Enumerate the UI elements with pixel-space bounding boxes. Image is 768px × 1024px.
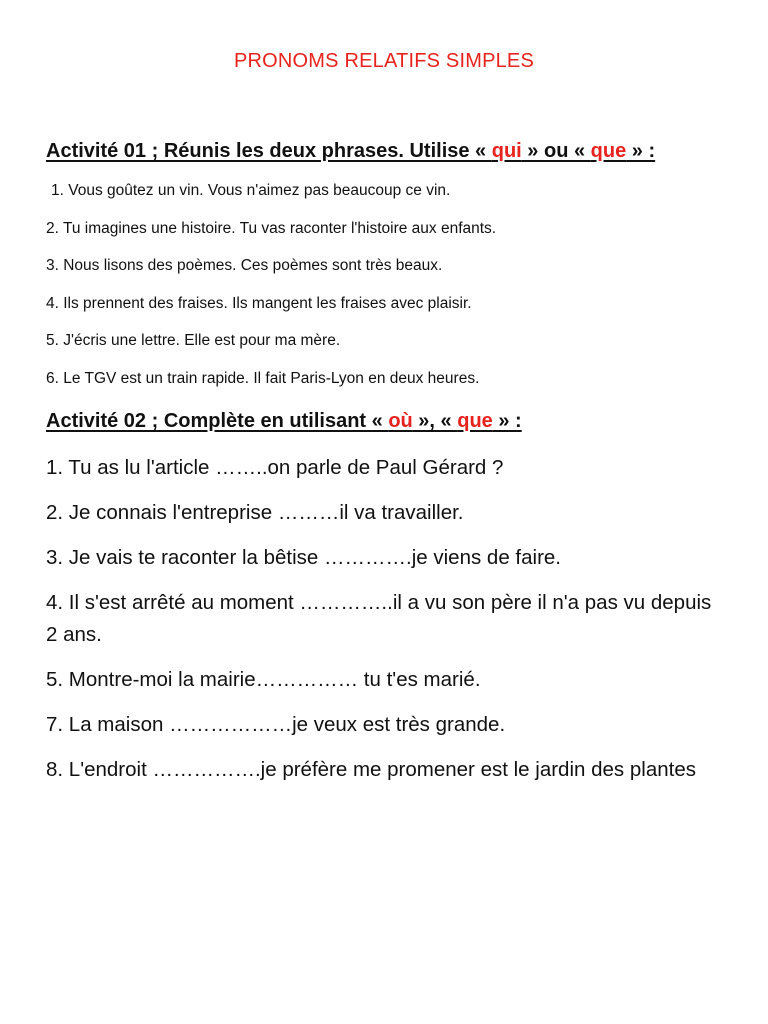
activity-1-heading	[46, 140, 655, 163]
activity-1-heading-suffix: » :	[626, 140, 656, 162]
activity-1-keyword-qui: qui	[491, 140, 522, 162]
activity-2-keyword-que: que	[457, 410, 493, 432]
list-item: 5. J'écris une lettre. Elle est pour ma mère.	[46, 332, 341, 349]
list-item: 3. Je vais te raconter la bêtise ………….je viens de faire.	[46, 546, 562, 569]
list-item: 5. Montre-moi la mairie…………… tu t'es marié.	[46, 668, 481, 691]
activity-1-list	[46, 180, 496, 405]
activity-1-keyword-que: que	[590, 140, 627, 162]
list-item: 2. Tu imagines une histoire. Tu vas raconter l'histoire aux enfants.	[46, 219, 497, 237]
activity-2-heading-suffix: » :	[492, 410, 522, 432]
activity-1-heading-prefix: Activité 01 ; Réunis les deux phrases. Utilise «	[46, 140, 492, 162]
page-title: PRONOMS RELATIFS SIMPLES	[233, 50, 535, 72]
activity-2-list	[46, 452, 726, 799]
activity-1-heading-mid: » ou «	[521, 140, 591, 162]
list-item: 3. Nous lisons des poèmes. Ces poèmes sont très beaux.	[46, 257, 443, 274]
list-item: 6. Le TGV est un train rapide. Il fait Paris-Lyon en deux heures.	[46, 369, 480, 387]
list-item: 2. Je connais l'entreprise ………il va travailler.	[46, 501, 464, 524]
list-item: 1. Vous goûtez un vin. Vous n'aimez pas beaucoup ce vin.	[51, 182, 451, 199]
activity-2-heading	[46, 410, 522, 433]
list-item: 8. L'endroit …………….je préfère me promener est le jardin des plantes	[46, 758, 696, 781]
activity-2-heading-prefix: Activité 02 ; Complète en utilisant «	[46, 410, 389, 432]
activity-2-heading-mid: », «	[412, 410, 458, 432]
list-item: 4. Il s'est arrêté au moment …………..il a vu son père il n'a pas vu depuis 2 ans.	[46, 591, 712, 646]
list-item: 4. Ils prennent des fraises. Ils mangent les fraises avec plaisir.	[46, 294, 472, 312]
activity-2-keyword-ou: où	[388, 410, 413, 432]
list-item: 7. La maison ………………je veux est très grande.	[46, 713, 506, 736]
list-item: 1. Tu as lu l'article ……..on parle de Paul Gérard ?	[46, 456, 504, 479]
